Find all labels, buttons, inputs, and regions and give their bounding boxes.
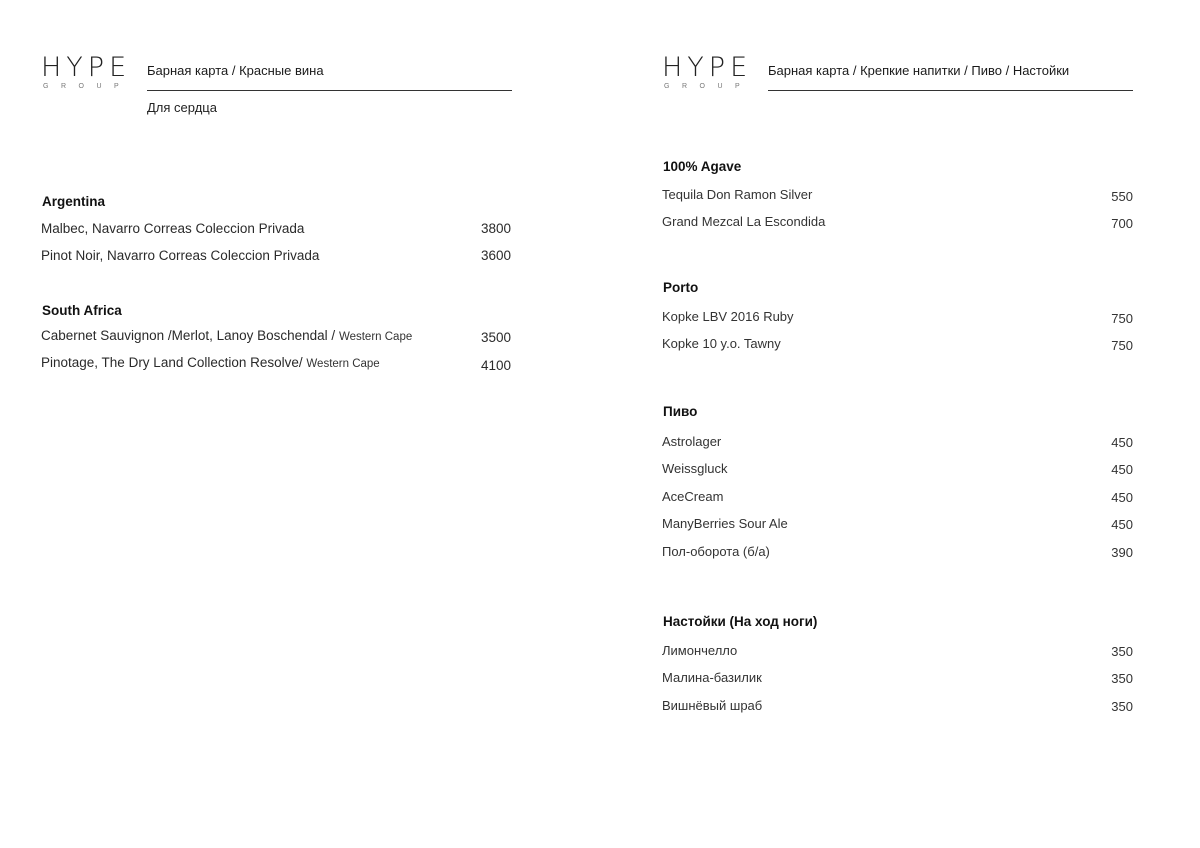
item-name: Malbec, Navarro Correas Coleccion Privada	[41, 221, 305, 236]
section-title-beer: Пиво	[663, 404, 698, 419]
list-item: ManyBerries Sour Ale	[662, 516, 788, 531]
logo-wordmark: HYPE	[41, 52, 132, 83]
hype-group-logo	[41, 52, 132, 91]
logo-wordmark: HYPE	[662, 52, 753, 83]
header-title: Барная карта / Крепкие напитки / Пиво / Настойки	[768, 63, 1070, 78]
list-item	[41, 328, 412, 343]
hype-group-logo	[662, 52, 753, 91]
item-price: 3600	[480, 248, 511, 263]
item-region: Western Cape	[338, 331, 413, 343]
item-price: 750	[1111, 338, 1133, 353]
list-item	[41, 355, 380, 370]
header-title: Барная карта / Красные вина	[147, 63, 324, 78]
item-name: Pinot Noir, Navarro Correas Coleccion Privada	[41, 248, 320, 263]
page-header	[147, 62, 512, 91]
list-item: AceCream	[662, 489, 724, 504]
item-price: 550	[1111, 189, 1133, 204]
list-item: Weissgluck	[662, 461, 728, 476]
item-price: 3500	[480, 330, 511, 345]
list-item: Малина-базилик	[662, 670, 762, 685]
item-price: 3800	[480, 221, 511, 236]
page-subtitle: Для сердца	[147, 100, 217, 115]
logo-subtext: GROUP	[664, 83, 753, 90]
list-item: Лимончелло	[662, 643, 738, 658]
list-item	[41, 221, 304, 236]
item-region: Western Cape	[306, 358, 380, 370]
list-item: Tequila Don Ramon Silver	[662, 187, 813, 202]
list-item: Kopke LBV 2016 Ruby	[662, 309, 794, 324]
section-title-liqueurs: Настойки (На ход ноги)	[663, 614, 818, 629]
item-price: 450	[1111, 517, 1133, 532]
item-price: 350	[1111, 644, 1133, 659]
section-title-agave: 100% Agave	[663, 159, 742, 174]
list-item: Kopke 10 y.o. Tawny	[662, 336, 781, 351]
list-item: Пол-оборота (б/а)	[662, 544, 770, 559]
item-price: 350	[1111, 671, 1133, 686]
section-title-south-africa: South Africa	[42, 303, 122, 318]
list-item: Grand Mezcal La Escondida	[662, 214, 826, 229]
item-name: Pinotage, The Dry Land Collection Resolve/	[41, 355, 307, 370]
logo-subtext: GROUP	[43, 83, 132, 90]
list-item: Вишнёвый шраб	[662, 698, 763, 713]
item-price: 4100	[480, 358, 511, 373]
page-header	[768, 62, 1133, 91]
item-price: 350	[1111, 699, 1133, 714]
item-price: 450	[1111, 462, 1133, 477]
item-price: 700	[1111, 216, 1133, 231]
item-price: 450	[1111, 490, 1133, 505]
list-item: Astrolager	[662, 434, 722, 449]
list-item	[41, 248, 319, 263]
section-title-argentina: Argentina	[42, 194, 106, 209]
item-price: 390	[1111, 545, 1133, 560]
section-title-porto: Porto	[663, 280, 699, 295]
item-price: 750	[1111, 311, 1133, 326]
page-spirits-beer	[620, 0, 1200, 848]
item-price: 450	[1111, 435, 1133, 450]
item-name: Cabernet Sauvignon /Merlot, Lanoy Boschendal /	[41, 328, 339, 343]
